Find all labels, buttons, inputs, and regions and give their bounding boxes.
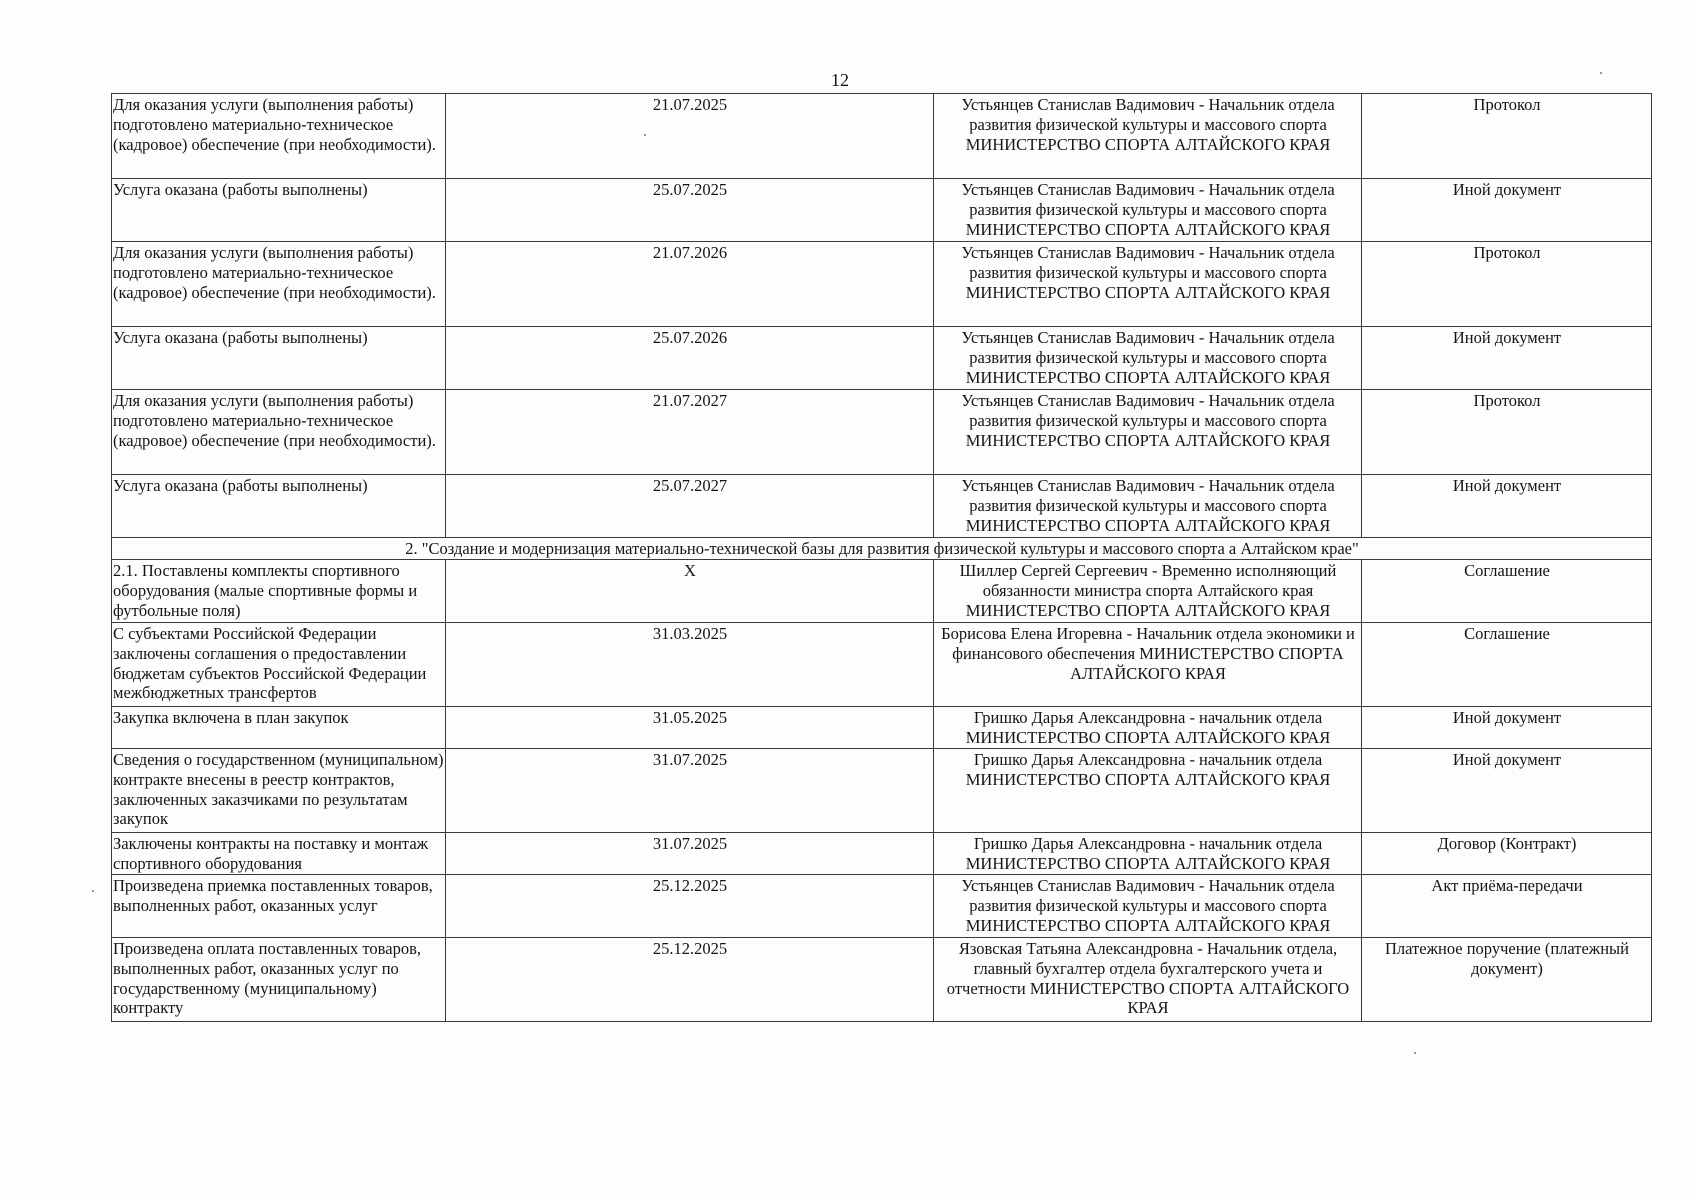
due-date: 25.07.2027	[446, 475, 934, 538]
due-date: 31.03.2025	[446, 623, 934, 707]
responsible-person: Шиллер Сергей Сергеевич - Временно исполняющий обязанности министра спорта Алтайского края МИНИСТЕРСТВО СПОРТА АЛТАЙСКОГО КРАЯ	[934, 560, 1362, 623]
table-row	[112, 94, 1652, 179]
table-row	[112, 707, 1652, 749]
table-row	[112, 749, 1652, 833]
section-heading: 2. "Создание и модернизация материально-технической базы для развития физической культуры и массового спорта а Алтайском крае"	[112, 538, 1652, 560]
table-row	[112, 475, 1652, 538]
due-date: 25.12.2025	[446, 875, 934, 938]
table-row	[112, 938, 1652, 1022]
step-description: Закупка включена в план закупок	[112, 707, 446, 749]
table-row	[112, 560, 1652, 623]
step-description: Для оказания услуги (выполнения работы) подготовлено материально-техническое (кадровое) обеспечение (при необходимости).	[112, 94, 446, 179]
document-type: Платежное поручение (платежный документ)	[1362, 938, 1652, 1022]
responsible-person: Гришко Дарья Александровна - начальник отдела МИНИСТЕРСТВО СПОРТА АЛТАЙСКОГО КРАЯ	[934, 749, 1362, 833]
step-description: Заключены контракты на поставку и монтаж спортивного оборудования	[112, 833, 446, 875]
document-type: Протокол	[1362, 390, 1652, 475]
document-type: Акт приёма-передачи	[1362, 875, 1652, 938]
due-date: 25.07.2026	[446, 327, 934, 390]
due-date: 31.07.2025	[446, 833, 934, 875]
due-date: 21.07.2025	[446, 94, 934, 179]
scan-speck	[1414, 1052, 1416, 1054]
scan-speck	[92, 890, 94, 892]
document-type: Протокол	[1362, 94, 1652, 179]
table-row	[112, 833, 1652, 875]
responsible-person: Устьянцев Станислав Вадимович - Начальник отдела развития физической культуры и массового спорта МИНИСТЕРСТВО СПОРТА АЛТАЙСКОГО КРАЯ	[934, 94, 1362, 179]
due-date: 21.07.2027	[446, 390, 934, 475]
document-type: Иной документ	[1362, 179, 1652, 242]
step-description: 2.1. Поставлены комплекты спортивного оборудования (малые спортивные формы и футбольные поля)	[112, 560, 446, 623]
document-type: Иной документ	[1362, 327, 1652, 390]
scan-speck	[1600, 72, 1602, 74]
step-description: С субъектами Российской Федерации заключены соглашения о предоставлении бюджетам субъектов Российской Федерации межбюджетных трансфертов	[112, 623, 446, 707]
document-type: Договор (Контракт)	[1362, 833, 1652, 875]
table-row	[112, 623, 1652, 707]
responsible-person: Устьянцев Станислав Вадимович - Начальник отдела развития физической культуры и массового спорта МИНИСТЕРСТВО СПОРТА АЛТАЙСКОГО КРАЯ	[934, 390, 1362, 475]
responsible-person: Устьянцев Станислав Вадимович - Начальник отдела развития физической культуры и массового спорта МИНИСТЕРСТВО СПОРТА АЛТАЙСКОГО КРАЯ	[934, 179, 1362, 242]
table-row	[112, 327, 1652, 390]
scan-speck	[644, 134, 646, 136]
control-points-table	[111, 93, 1652, 1022]
responsible-person: Гришко Дарья Александровна - начальник отдела МИНИСТЕРСТВО СПОРТА АЛТАЙСКОГО КРАЯ	[934, 833, 1362, 875]
responsible-person: Гришко Дарья Александровна - начальник отдела МИНИСТЕРСТВО СПОРТА АЛТАЙСКОГО КРАЯ	[934, 707, 1362, 749]
document-type: Соглашение	[1362, 623, 1652, 707]
step-description: Услуга оказана (работы выполнены)	[112, 475, 446, 538]
due-date: 21.07.2026	[446, 242, 934, 327]
table-row	[112, 875, 1652, 938]
responsible-person: Борисова Елена Игоревна - Начальник отдела экономики и финансового обеспечения МИНИСТЕРСТВО СПОРТА АЛТАЙСКОГО КРАЯ	[934, 623, 1362, 707]
due-date: 31.05.2025	[446, 707, 934, 749]
page-number: 12	[831, 70, 849, 90]
document-type: Иной документ	[1362, 749, 1652, 833]
due-date: X	[446, 560, 934, 623]
due-date: 25.12.2025	[446, 938, 934, 1022]
step-description: Услуга оказана (работы выполнены)	[112, 327, 446, 390]
responsible-person: Устьянцев Станислав Вадимович - Начальник отдела развития физической культуры и массового спорта МИНИСТЕРСТВО СПОРТА АЛТАЙСКОГО КРАЯ	[934, 327, 1362, 390]
document-type: Иной документ	[1362, 475, 1652, 538]
responsible-person: Устьянцев Станислав Вадимович - Начальник отдела развития физической культуры и массового спорта МИНИСТЕРСТВО СПОРТА АЛТАЙСКОГО КРАЯ	[934, 242, 1362, 327]
responsible-person: Устьянцев Станислав Вадимович - Начальник отдела развития физической культуры и массового спорта МИНИСТЕРСТВО СПОРТА АЛТАЙСКОГО КРАЯ	[934, 875, 1362, 938]
document-type: Соглашение	[1362, 560, 1652, 623]
responsible-person: Устьянцев Станислав Вадимович - Начальник отдела развития физической культуры и массового спорта МИНИСТЕРСТВО СПОРТА АЛТАЙСКОГО КРАЯ	[934, 475, 1362, 538]
document-type: Иной документ	[1362, 707, 1652, 749]
responsible-person: Язовская Татьяна Александровна - Начальник отдела, главный бухгалтер отдела бухгалтерского учета и отчетности МИНИСТЕРСТВО СПОРТА АЛТАЙСКОГО КРАЯ	[934, 938, 1362, 1022]
due-date: 25.07.2025	[446, 179, 934, 242]
step-description: Произведена приемка поставленных товаров, выполненных работ, оказанных услуг	[112, 875, 446, 938]
table-row	[112, 179, 1652, 242]
section-row	[112, 538, 1652, 560]
step-description: Произведена оплата поставленных товаров, выполненных работ, оказанных услуг по государственному (муниципальному) контракту	[112, 938, 446, 1022]
table-row	[112, 390, 1652, 475]
step-description: Для оказания услуги (выполнения работы) подготовлено материально-техническое (кадровое) обеспечение (при необходимости).	[112, 390, 446, 475]
step-description: Услуга оказана (работы выполнены)	[112, 179, 446, 242]
due-date: 31.07.2025	[446, 749, 934, 833]
table-row	[112, 242, 1652, 327]
step-description: Сведения о государственном (муниципальном) контракте внесены в реестр контрактов, заключенных заказчиками по результатам закупок	[112, 749, 446, 833]
step-description: Для оказания услуги (выполнения работы) подготовлено материально-техническое (кадровое) обеспечение (при необходимости).	[112, 242, 446, 327]
document-type: Протокол	[1362, 242, 1652, 327]
